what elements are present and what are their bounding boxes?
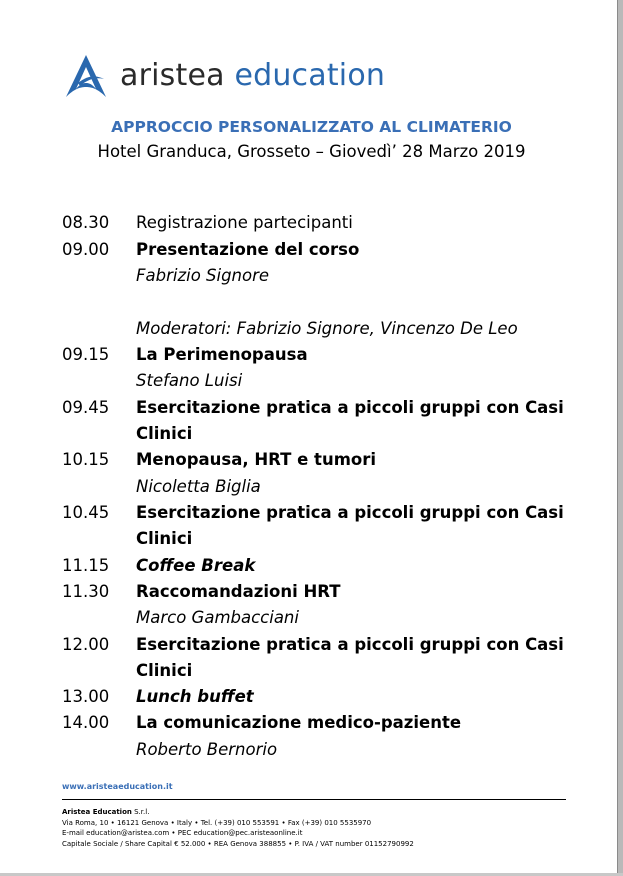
agenda-time: 13.00 <box>62 687 110 706</box>
agenda-time: 10.45 <box>62 503 110 522</box>
logo-word-education: education <box>234 58 386 93</box>
agenda-row <box>0 368 600 394</box>
agenda-speaker: Fabrizio Signore <box>136 266 270 285</box>
agenda-speaker: Stefano Luisi <box>136 371 243 390</box>
agenda-row <box>0 737 600 763</box>
footer-address: Via Roma, 10 • 16121 Genova • Italy • Tel. (+39) 010 553591 • Fax (+39) 010 5535970 <box>62 818 372 827</box>
company-name: Aristea Education <box>62 808 132 816</box>
footer-company <box>62 807 414 818</box>
agenda-speaker: Moderatori: Fabrizio Signore, Vincenzo De Leo <box>136 319 518 338</box>
agenda-item: La comunicazione medico-paziente <box>136 713 462 732</box>
agenda-speaker: Nicoletta Biglia <box>136 477 261 496</box>
agenda-time: 09.45 <box>62 398 110 417</box>
agenda-time: 08.30 <box>62 213 110 232</box>
agenda-item: Registrazione partecipanti <box>136 213 353 232</box>
agenda-item: La Perimenopausa <box>136 345 308 364</box>
agenda-speaker: Marco Gambacciani <box>136 608 299 627</box>
agenda-item: Clinici <box>136 661 193 680</box>
agenda-row <box>0 263 600 289</box>
agenda-speaker: Roberto Bernorio <box>136 740 278 759</box>
agenda-row <box>0 632 600 658</box>
agenda-row <box>0 316 600 342</box>
agenda-item: Coffee Break <box>136 556 256 575</box>
agenda-row <box>0 237 600 263</box>
agenda-time: 12.00 <box>62 635 110 654</box>
company-suffix: S.r.l. <box>131 808 150 816</box>
footer <box>62 807 414 849</box>
agenda-row <box>0 342 600 368</box>
agenda-time: 09.15 <box>62 345 110 364</box>
agenda-row <box>0 421 600 447</box>
agenda-item: Presentazione del corso <box>136 240 360 259</box>
logo-word-aristea: aristea <box>120 58 225 93</box>
agenda-row <box>0 710 600 736</box>
website-link[interactable]: www.aristeaeducation.it <box>62 782 173 791</box>
document-title: APPROCCIO PERSONALIZZATO AL CLIMATERIO <box>111 118 512 136</box>
agenda-item: Lunch buffet <box>136 687 254 706</box>
document-subtitle: Hotel Granduca, Grosseto – Giovedì’ 28 Marzo 2019 <box>97 142 526 161</box>
agenda-row <box>0 395 600 421</box>
agenda-row <box>0 447 600 473</box>
agenda-item: Clinici <box>136 424 193 443</box>
agenda-row <box>0 474 600 500</box>
agenda-item: Menopausa, HRT e tumori <box>136 450 377 469</box>
agenda-item: Clinici <box>136 529 193 548</box>
footer-email: E-mail education@aristea.com • PEC education@pec.aristeaonline.it <box>62 829 303 838</box>
agenda-item: Esercitazione pratica a piccoli gruppi con Casi <box>136 503 564 522</box>
agenda-row <box>0 605 600 631</box>
agenda-item: Esercitazione pratica a piccoli gruppi con Casi <box>136 635 564 654</box>
agenda-item: Esercitazione pratica a piccoli gruppi con Casi <box>136 398 564 417</box>
agenda-time: 10.15 <box>62 450 110 469</box>
agenda-row <box>0 684 600 710</box>
agenda-row <box>0 500 600 526</box>
footer-capital: Capitale Sociale / Share Capital € 52.000 • REA Genova 388855 • P. IVA / VAT number 01152790992 <box>62 839 414 848</box>
agenda-row <box>0 579 600 605</box>
footer-divider <box>62 799 566 800</box>
agenda-row <box>0 210 600 236</box>
agenda-time: 11.30 <box>62 582 110 601</box>
agenda-row <box>0 658 600 684</box>
agenda-row <box>0 553 600 579</box>
agenda-item: Raccomandazioni HRT <box>136 582 341 601</box>
agenda-row <box>0 526 600 552</box>
agenda-time: 11.15 <box>62 556 110 575</box>
agenda-time: 09.00 <box>62 240 110 259</box>
agenda-time: 14.00 <box>62 713 110 732</box>
